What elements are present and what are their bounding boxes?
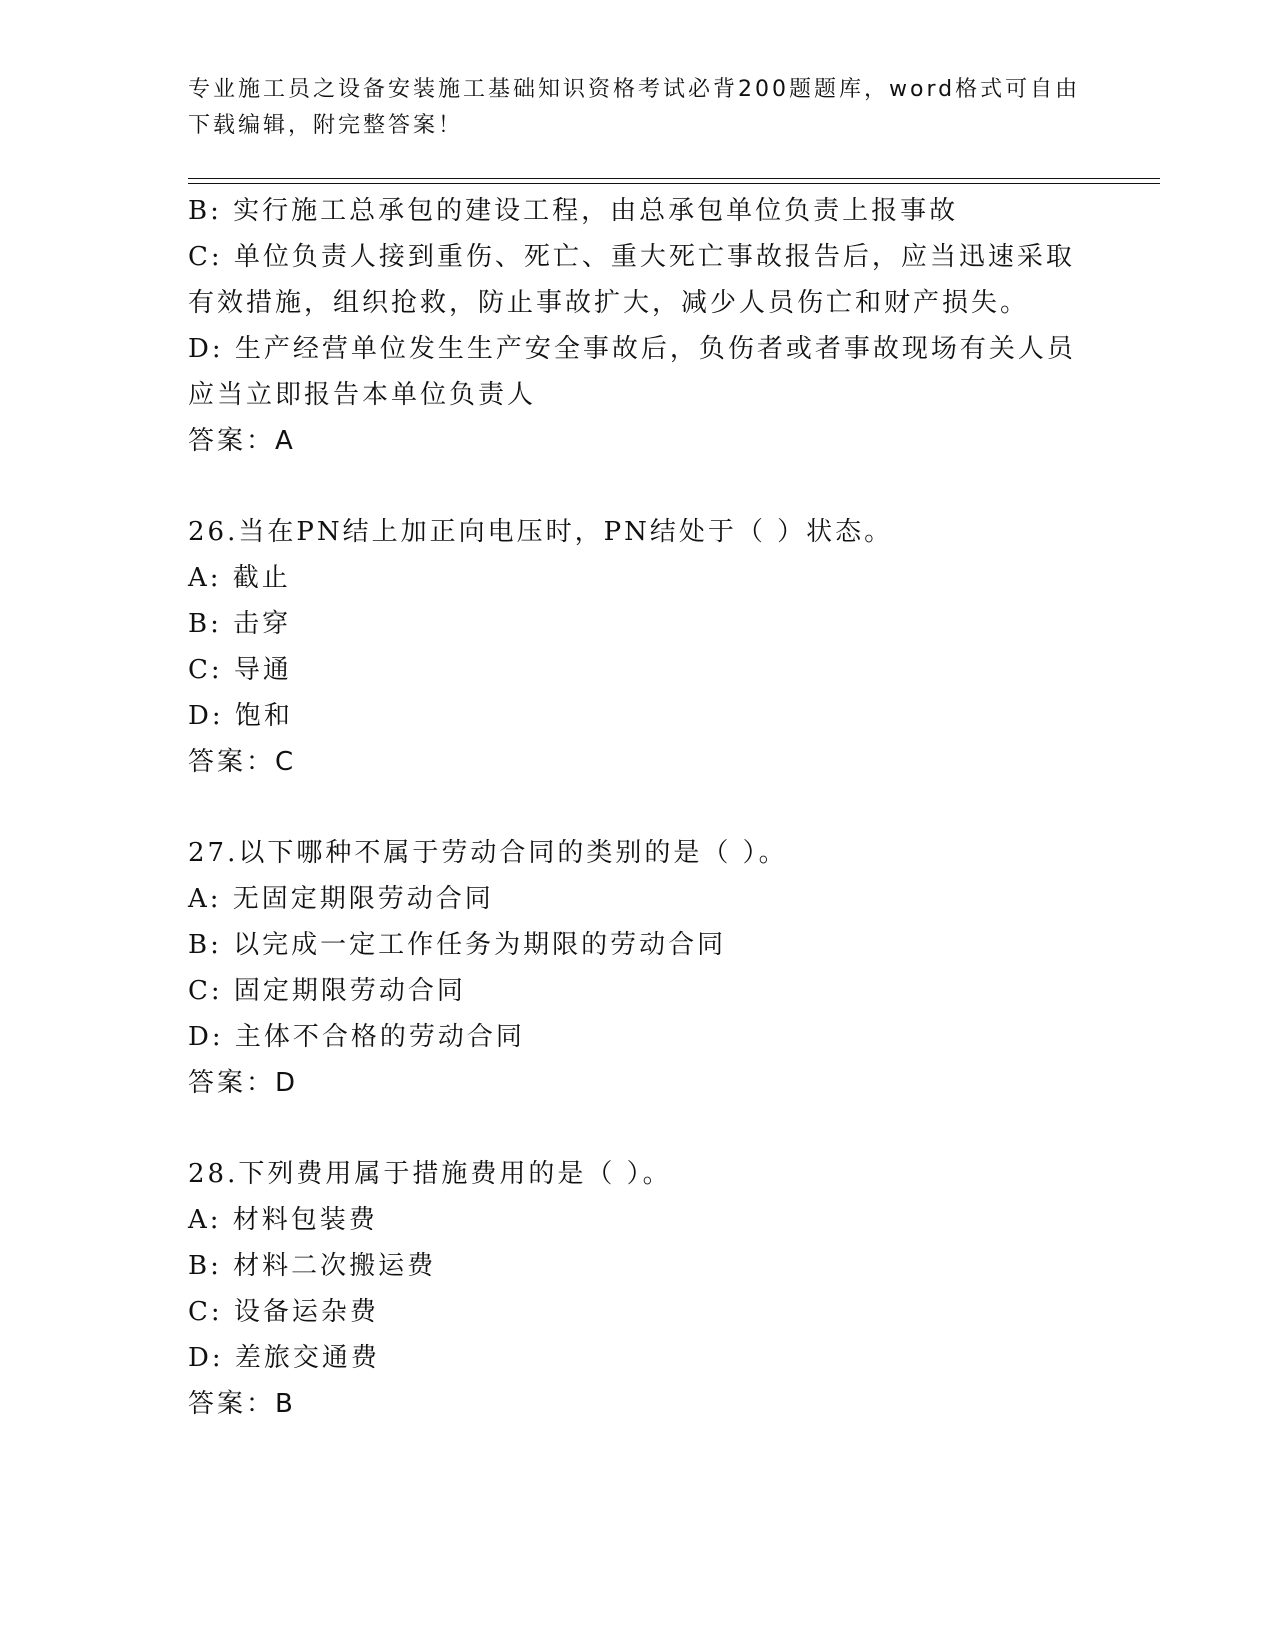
option-a: A: 材料包装费 xyxy=(188,1205,378,1235)
option-c: C: 设备运杂费 xyxy=(188,1297,379,1327)
option-b: B: 以完成一定工作任务为期限的劳动合同 xyxy=(188,930,727,960)
question-stem: 27.以下哪种不属于劳动合同的类别的是（ ）。 xyxy=(188,838,788,868)
option-a: A: 截止 xyxy=(188,563,291,593)
question-item xyxy=(188,830,1088,1106)
answer-line: 答案：C xyxy=(188,747,297,777)
question-stem: 28.下列费用属于措施费用的是（ ）。 xyxy=(188,1159,672,1189)
option-c: C: 导通 xyxy=(188,655,292,685)
spacer xyxy=(188,1106,1088,1151)
question-list xyxy=(188,188,1088,1427)
option-d: D: 差旅交通费 xyxy=(188,1343,380,1373)
option-a: A: 无固定期限劳动合同 xyxy=(188,884,494,914)
option-d-continuation: 应当立即报告本单位负责人 xyxy=(188,380,537,410)
header-line-2: 下载编辑，附完整答案！ xyxy=(188,113,464,138)
page-header xyxy=(188,72,1088,144)
answer-line: 答案：B xyxy=(188,1389,296,1419)
question-stem: 26.当在PN结上加正向电压时，PN结处于（ ）状态。 xyxy=(188,517,894,547)
header-divider xyxy=(188,178,1160,184)
option-b: B: 实行施工总承包的建设工程，由总承包单位负责上报事故 xyxy=(188,196,959,226)
option-c-continuation: 有效措施，组织抢救，防止事故扩大，减少人员伤亡和财产损失。 xyxy=(188,288,1030,318)
answer-line: 答案：A xyxy=(188,426,296,456)
option-d: D: 生产经营单位发生生产安全事故后，负伤者或者事故现场有关人员 xyxy=(188,334,1076,364)
question-item xyxy=(188,1151,1088,1427)
option-c: C: 固定期限劳动合同 xyxy=(188,976,466,1006)
option-d: D: 主体不合格的劳动合同 xyxy=(188,1022,525,1052)
spacer xyxy=(188,464,1088,509)
answer-line: 答案：D xyxy=(188,1068,299,1098)
spacer xyxy=(188,785,1088,830)
option-b: B: 材料二次搬运费 xyxy=(188,1251,437,1281)
header-line-1: 专业施工员之设备安装施工基础知识资格考试必背200题题库，word格式可自由 xyxy=(188,77,1081,102)
question-item xyxy=(188,509,1088,785)
option-c: C: 单位负责人接到重伤、死亡、重大死亡事故报告后，应当迅速采取 xyxy=(188,242,1075,272)
option-d: D: 饱和 xyxy=(188,701,293,731)
option-b: B: 击穿 xyxy=(188,609,292,639)
question-continued xyxy=(188,188,1088,464)
